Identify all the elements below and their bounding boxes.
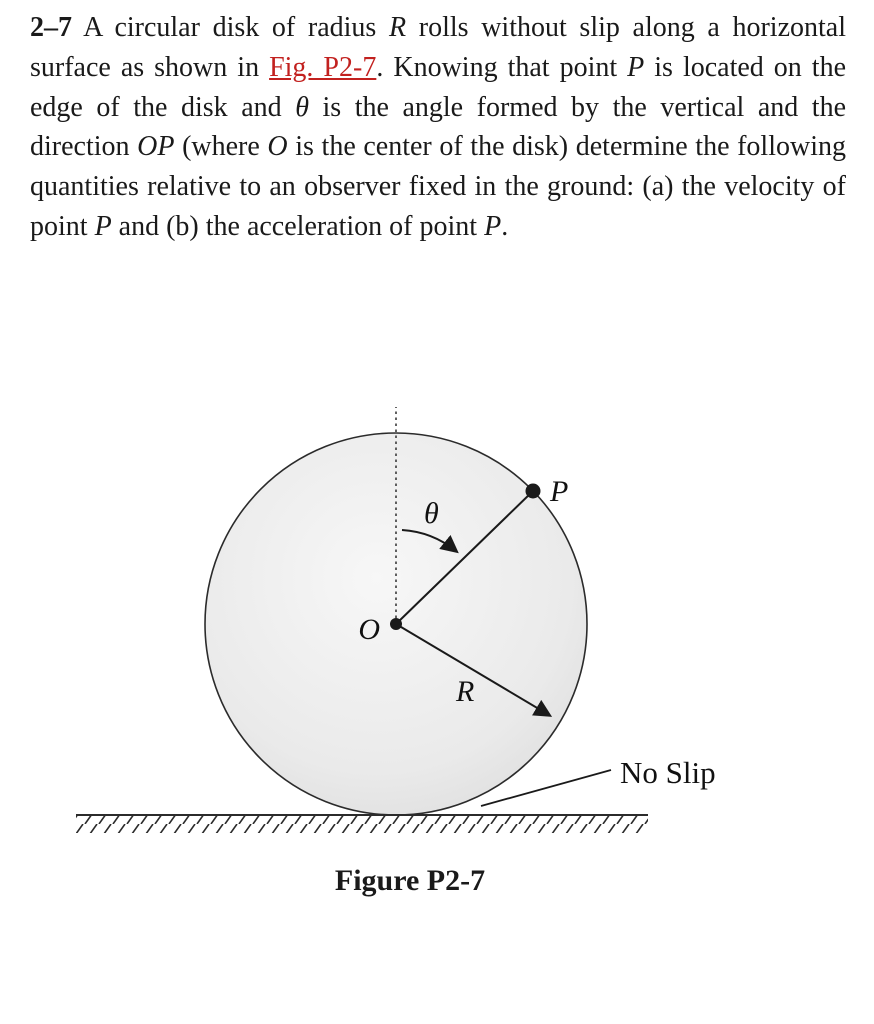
figure-caption: Figure P2-7	[334, 863, 486, 897]
variable-p: P	[627, 51, 645, 83]
center-o-label: O	[358, 612, 380, 646]
variable-p: P	[484, 210, 502, 242]
fig-p2-7-link[interactable]: Fig. P2-7	[269, 51, 377, 83]
radius-r-label: R	[456, 674, 475, 708]
rolling-disk-diagram	[0, 399, 874, 849]
variable-o: O	[267, 131, 288, 163]
problem-text-segment: .	[501, 210, 509, 242]
problem-text-segment: rolls without slip along a horizontal surface as shown in	[30, 12, 846, 83]
variable-op: OP	[137, 131, 175, 163]
variable-r: R	[389, 12, 407, 43]
problem-text-segment: is the center of the disk) determine the following quantities relative to an observer fixed in the ground: (a) the velocity of point	[30, 131, 846, 242]
ground-hatching	[76, 816, 648, 833]
problem-text-segment: A circular disk of radius	[72, 12, 389, 43]
problem-text-segment: is the angle formed by the vertical and the direction	[30, 91, 846, 163]
problem-text-segment: (where	[174, 131, 268, 163]
variable-theta: θ	[295, 91, 309, 123]
variable-p: P	[94, 210, 112, 242]
center-o-dot	[390, 618, 402, 630]
problem-text-segment: and (b) the acceleration of point	[111, 210, 485, 242]
figure-p2-7	[0, 399, 874, 898]
no-slip-label: No Slip	[620, 754, 716, 790]
point-p-label: P	[550, 474, 569, 508]
problem-text-segment: is located on the edge of the disk and	[30, 51, 846, 123]
problem-number: 2–7	[30, 12, 72, 43]
theta-label: θ	[424, 496, 439, 530]
problem-text-segment: . Knowing that point	[376, 51, 628, 83]
problem-statement	[0, 0, 874, 247]
point-p-dot	[526, 483, 541, 498]
